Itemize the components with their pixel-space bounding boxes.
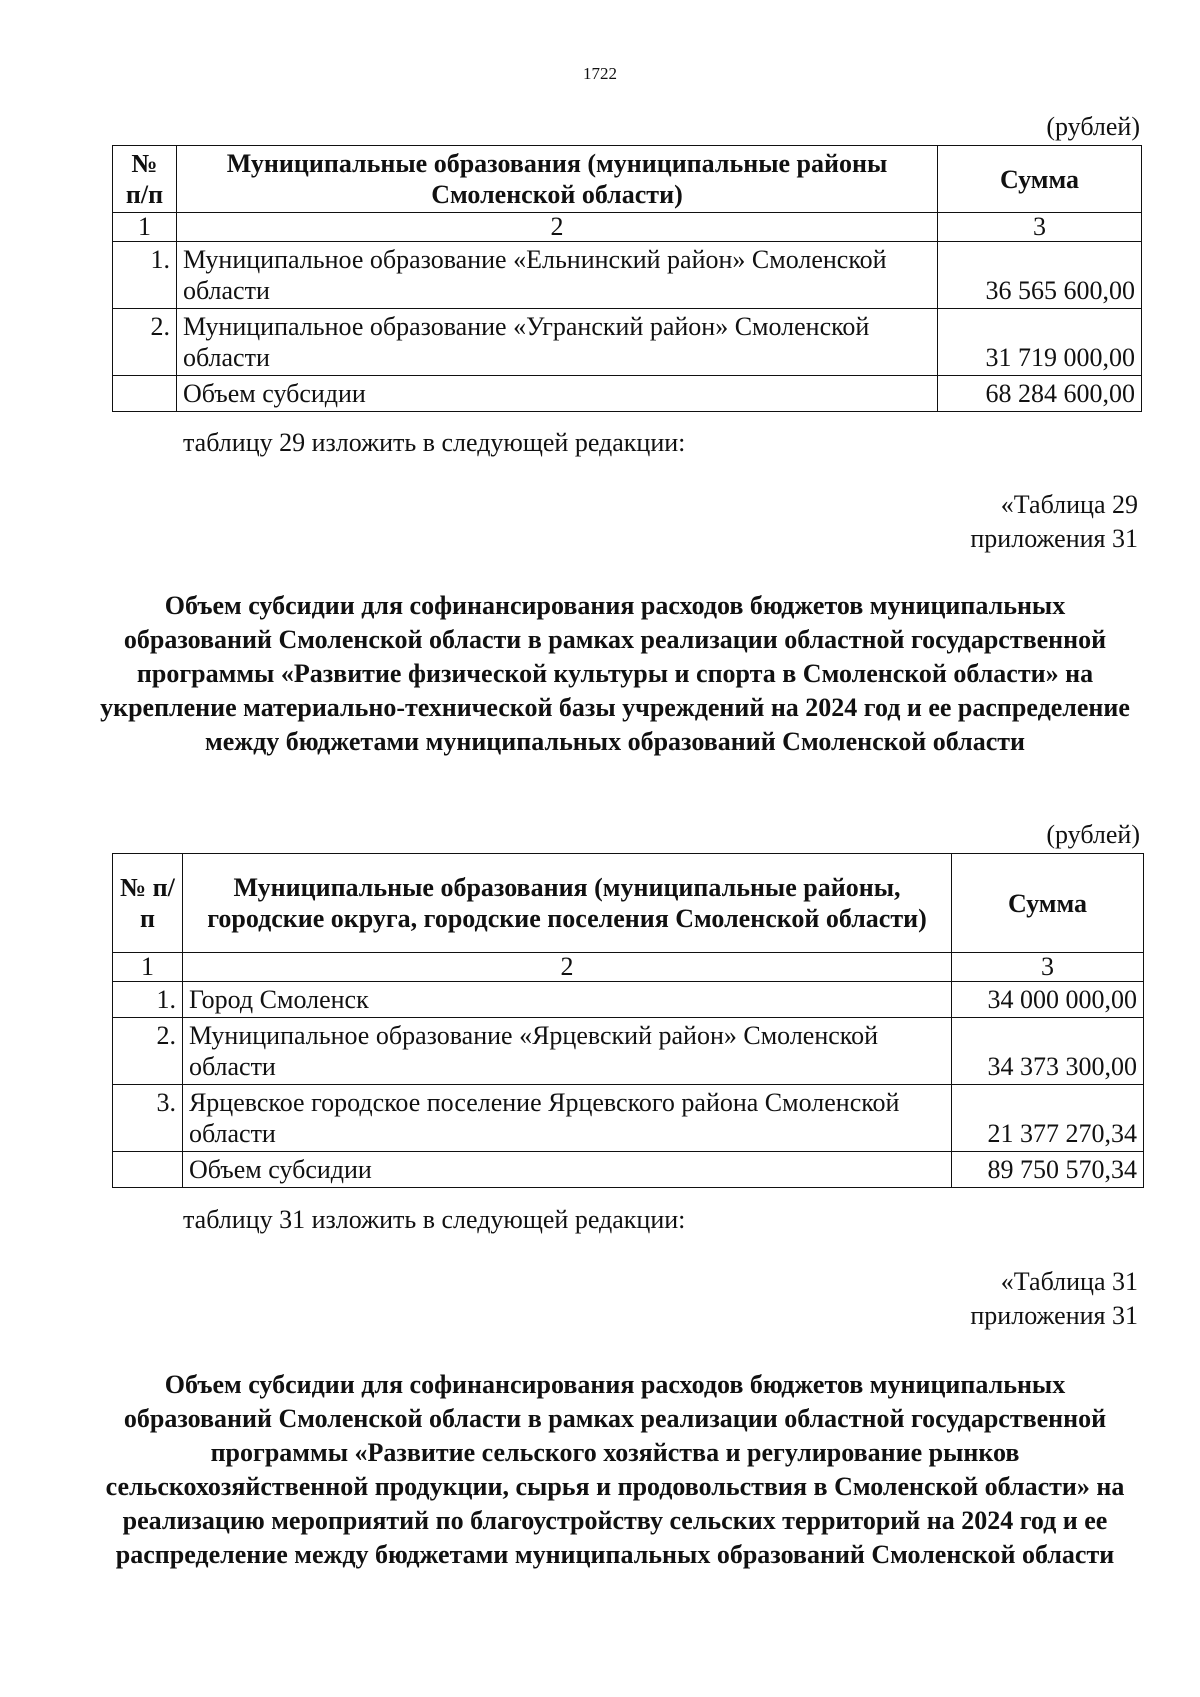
row-sum: 21 377 270,34 — [952, 1085, 1144, 1152]
unit-label: (рублей) — [1046, 112, 1140, 141]
column-number: 1 — [113, 213, 177, 242]
column-number: 3 — [952, 953, 1144, 982]
row-municipality: Город Смоленск — [182, 982, 951, 1018]
total-label: Объем субсидии — [182, 1152, 951, 1188]
total-row — [113, 376, 1142, 412]
table-31-appendix: приложения 31 — [970, 1301, 1138, 1330]
row-number: 2. — [113, 309, 177, 376]
table-row — [113, 1085, 1144, 1152]
header-municipality: Муниципальные образования (муниципальные районы, городские округа, городские поселения Смоленской области) — [182, 854, 951, 953]
row-sum: 34 000 000,00 — [952, 982, 1144, 1018]
row-municipality: Муниципальное образование «Ельнинский район» Смоленской области — [176, 242, 937, 309]
header-sum: Сумма — [952, 854, 1144, 953]
header-num: № п/п — [113, 146, 177, 213]
row-number: 1. — [113, 242, 177, 309]
table-row — [113, 242, 1142, 309]
row-number: 3. — [113, 1085, 183, 1152]
table-29-reference — [970, 488, 1138, 556]
header-num: № п/п — [113, 854, 183, 953]
header-municipality: Муниципальные образования (муниципальные районы Смоленской области) — [176, 146, 937, 213]
table-31-heading: Объем субсидии для софинансирования расходов бюджетов муниципальных образований Смоленской области в рамках реализации областной государственной программы «Развитие сельского хозяйства и регулирование рынков сельскохозяйственной продукции, сырья и продовольствия в Смоленской области» на реализацию мероприятий по благоустройству сельских территорий на 2024 год и ее распределение между бюджетами муниципальных образований Смоленской области — [105, 1370, 1125, 1569]
table-row — [113, 982, 1144, 1018]
row-sum: 31 719 000,00 — [938, 309, 1142, 376]
total-label: Объем субсидии — [176, 376, 937, 412]
total-row — [113, 1152, 1144, 1188]
row-number: 1. — [113, 982, 183, 1018]
table-29-heading: Объем субсидии для софинансирования расходов бюджетов муниципальных образований Смоленской области в рамках реализации областной государственной программы «Развитие физической культуры и спорта в Смоленской области» на укрепление материально-технической базы учреждений на 2024 год и ее распределение между бюджетами муниципальных образований Смоленской области — [100, 591, 1130, 756]
column-number-row — [113, 953, 1144, 982]
subsidy-table-29 — [112, 853, 1144, 1188]
table-header-row — [113, 854, 1144, 953]
table-29-title: «Таблица 29 — [1000, 490, 1138, 519]
header-sum: Сумма — [938, 146, 1142, 213]
table-29-appendix: приложения 31 — [970, 524, 1138, 553]
total-sum: 68 284 600,00 — [938, 376, 1142, 412]
row-municipality: Муниципальное образование «Ярцевский район» Смоленской области — [182, 1018, 951, 1085]
table-header-row — [113, 146, 1142, 213]
table-31-reference — [970, 1265, 1138, 1333]
row-sum: 36 565 600,00 — [938, 242, 1142, 309]
column-number: 3 — [938, 213, 1142, 242]
row-municipality: Ярцевское городское поселение Ярцевского района Смоленской области — [182, 1085, 951, 1152]
table-31-title: «Таблица 31 — [1000, 1267, 1138, 1296]
column-number: 2 — [176, 213, 937, 242]
row-municipality: Муниципальное образование «Угранский район» Смоленской области — [176, 309, 937, 376]
row-number: 2. — [113, 1018, 183, 1085]
subsidy-table-previous — [112, 145, 1142, 412]
row-sum: 34 373 300,00 — [952, 1018, 1144, 1085]
amendment-note-31: таблицу 31 изложить в следующей редакции: — [183, 1205, 686, 1234]
amendment-note-29: таблицу 29 изложить в следующей редакции: — [183, 428, 686, 457]
column-number: 1 — [113, 953, 183, 982]
total-sum: 89 750 570,34 — [952, 1152, 1144, 1188]
unit-label: (рублей) — [1046, 820, 1140, 849]
total-empty-cell — [113, 376, 177, 412]
column-number-row — [113, 213, 1142, 242]
total-empty-cell — [113, 1152, 183, 1188]
page-number: 1722 — [583, 64, 617, 83]
table-row — [113, 1018, 1144, 1085]
table-row — [113, 309, 1142, 376]
column-number: 2 — [182, 953, 951, 982]
